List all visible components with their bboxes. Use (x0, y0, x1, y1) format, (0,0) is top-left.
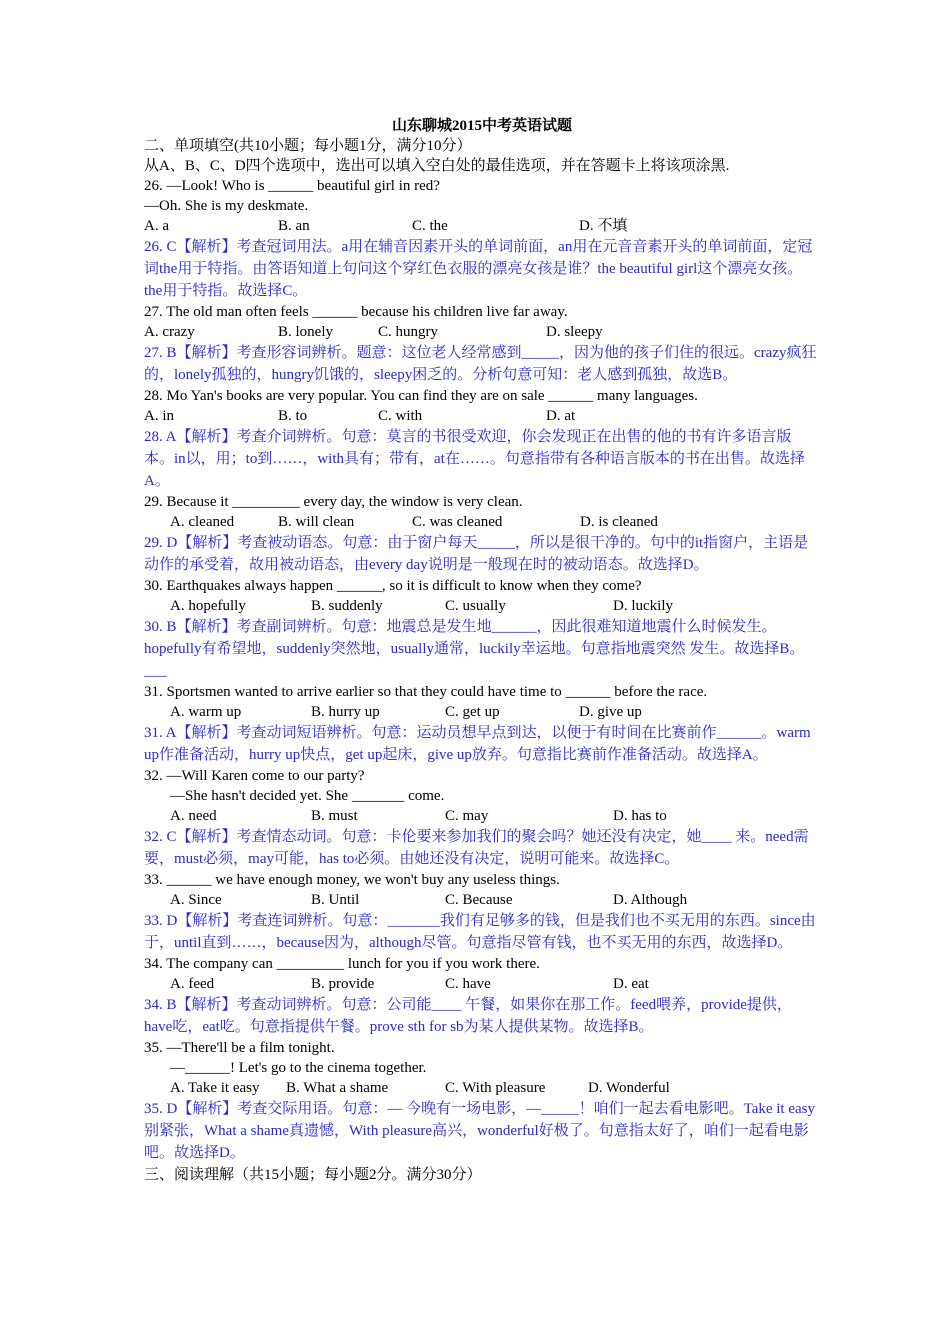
q26-option-d: D. 不填 (579, 218, 628, 234)
q32-stem: 32. —Will Karen come to our party? (144, 768, 365, 784)
section3-header: 三、阅读理解（共15小题；每小题2分。满分30分） (144, 1167, 482, 1183)
q30-stem: 30. Earthquakes always happen ______, so it is difficult to know when they come? (144, 578, 642, 594)
section2-header: 二、单项填空(共10小题；每小题1分，满分10分） (144, 138, 472, 154)
q29-stem: 29. Because it _________ every day, the window is very clean. (144, 494, 523, 510)
q29-explanation: 29. D【解析】考查被动语态。句意：由于窗户每天_____，所以是很干净的。句中的it指窗户，主语是动作的承受着，故用被动语态，由every day说明是一般现在时的被动语态。故选择D。 (144, 535, 809, 573)
q32-option-a: A. need (170, 808, 217, 824)
q28-option-b: B. to (278, 408, 308, 424)
q29-option-b: B. will clean (278, 514, 355, 530)
page-title: 山东聊城2015中考英语试题 (391, 118, 572, 134)
q28-option-a: A. in (144, 408, 174, 424)
q32-option-c: C. may (445, 808, 489, 824)
q35-option-a: A. Take it easy (170, 1080, 260, 1096)
q35-options (144, 1078, 820, 1098)
q34-explanation: 34. B【解析】考查动词辨析。句意：公司能____ 午餐，如果你在那工作。feed喂养，provide提供，have吃，eat吃。句意指提供午餐。prove sth for sb为某人提供某物。故选择B。 (144, 997, 792, 1035)
q27-option-b: B. lonely (278, 324, 333, 340)
q26-option-b: B. an (278, 218, 310, 234)
q34-stem: 34. The company can _________ lunch for you if you work there. (144, 956, 540, 972)
q26-option-c: C. the (412, 218, 448, 234)
q26-answer-line: —Oh. She is my deskmate. (144, 198, 309, 214)
q31-options (144, 702, 820, 722)
q32-answer-line: —She hasn't decided yet. She _______ come. (170, 788, 445, 804)
q30-options (144, 596, 820, 616)
q35-explanation: 35. D【解析】考查交际用语。句意：— 今晚有一场电影，—_____！咱们一起去看电影吧。Take it easy别紧张，What a shame真遗憾，With pleasure高兴，wonderful好极了。句意指太好了，咱们一起看电影吧。故选择D。 (144, 1101, 816, 1161)
q35-answer-line: —______! Let's go to the cinema together. (170, 1060, 427, 1076)
q29-option-c: C. was cleaned (412, 514, 503, 530)
section2-instruction: 从A、B、C、D四个选项中，选出可以填入空白处的最佳选项，并在答题卡上将该项涂黑. (144, 158, 730, 174)
q30-explanation: 30. B【解析】考查副词辨析。句意：地震总是发生地______，因此很难知道地震什么时候发生。hopefully有希望地，suddenly突然地，usually通常，luckily幸运地。句意指地震突然 发生。故选择B。 ___ (144, 619, 805, 679)
q34-option-c: C. have (445, 976, 491, 992)
q26-stem: 26. —Look! Who is ______ beautiful girl in red? (144, 178, 440, 194)
q27-option-a: A. crazy (144, 324, 195, 340)
q27-stem: 27. The old man often feels ______ because his children live far away. (144, 304, 568, 320)
q33-stem: 33. ______ we have enough money, we won't buy any useless things. (144, 872, 560, 888)
q33-explanation: 33. D【解析】考查连词辨析。句意：_______我们有足够多的钱，但是我们也不买无用的东西。since由于，until直到……，because因为，although尽管。句意指尽管有钱，也不买无用的东西，故选择D。 (144, 913, 816, 951)
q33-options (144, 890, 820, 910)
q28-stem: 28. Mo Yan's books are very popular. You can find they are on sale ______ many languages. (144, 388, 698, 404)
q35-option-b: B. What a shame (286, 1080, 389, 1096)
q34-option-a: A. feed (170, 976, 215, 992)
q32-option-b: B. must (311, 808, 358, 824)
q31-option-a: A. warm up (170, 704, 242, 720)
q26-options (144, 216, 820, 236)
q28-option-c: C. with (378, 408, 423, 424)
q33-option-c: C. Because (445, 892, 513, 908)
q28-option-d: D. at (546, 408, 576, 424)
q27-option-c: C. hungry (378, 324, 438, 340)
q27-explanation: 27. B【解析】考查形容词辨析。题意：这位老人经常感到_____，因为他的孩子们住的很远。crazy疯狂的，lonely孤独的，hungry饥饿的，sleepy困乏的。分析句意可知：老人感到孤独，故选B。 (144, 345, 817, 383)
q26-option-a: A. a (144, 218, 169, 234)
q35-option-c: C. With pleasure (445, 1080, 546, 1096)
q34-options (144, 974, 820, 994)
q30-option-b: B. suddenly (311, 598, 383, 614)
q29-options (144, 512, 820, 532)
q28-explanation: 28. A【解析】考查介词辨析。句意：莫言的书很受欢迎，你会发现正在出售的他的书有许多语言版本。in以，用；to到……，with具有；带有，at在……。句意指带有各种语言版本的书在出售。故选择A。 (144, 429, 805, 489)
q31-option-c: C. get up (445, 704, 500, 720)
q33-option-a: A. Since (170, 892, 222, 908)
q32-explanation: 32. C【解析】考查情态动词。句意：卡伦要来参加我们的聚会吗？她还没有决定，她____ 来。need需要，must必须，may可能，has to必须。由她还没有决定，说明可能来。故选择C。 (144, 829, 809, 867)
q31-option-d: D. give up (579, 704, 642, 720)
q31-stem: 31. Sportsmen wanted to arrive earlier so that they could have time to ______ before the race. (144, 684, 708, 700)
q28-options (144, 406, 820, 426)
q33-option-b: B. Until (311, 892, 360, 908)
q32-options (144, 806, 820, 826)
q34-option-b: B. provide (311, 976, 375, 992)
q33-option-d: D. Although (613, 892, 688, 908)
q27-option-d: D. sleepy (546, 324, 603, 340)
q30-option-a: A. hopefully (170, 598, 246, 614)
q30-option-d: D. luckily (613, 598, 673, 614)
q35-stem: 35. —There'll be a film tonight. (144, 1040, 335, 1056)
q35-option-d: D. Wonderful (588, 1080, 670, 1096)
q31-option-b: B. hurry up (311, 704, 380, 720)
q31-explanation: 31. A【解析】考查动词短语辨析。句意：运动员想早点到达，以便于有时间在比赛前作______。warm up作准备活动，hurry up快点，get up起床，give up放弃。句意指比赛前作准备活动。故选择A。 (144, 725, 811, 763)
q32-option-d: D. has to (613, 808, 667, 824)
q29-option-a: A. cleaned (170, 514, 235, 530)
q26-explanation: 26. C【解析】考查冠词用法。a用在辅音因素开头的单词前面，an用在元音音素开头的单词前面，定冠词the用于特指。由答语知道上句问这个穿红色衣服的漂亮女孩是谁？the beautiful girl这个漂亮女孩。the用于特指。故选择C。 (144, 239, 813, 299)
q27-options (144, 322, 820, 342)
document-page (144, 116, 820, 1186)
q34-option-d: D. eat (613, 976, 649, 992)
q30-option-c: C. usually (445, 598, 506, 614)
q29-option-d: D. is cleaned (580, 514, 658, 530)
